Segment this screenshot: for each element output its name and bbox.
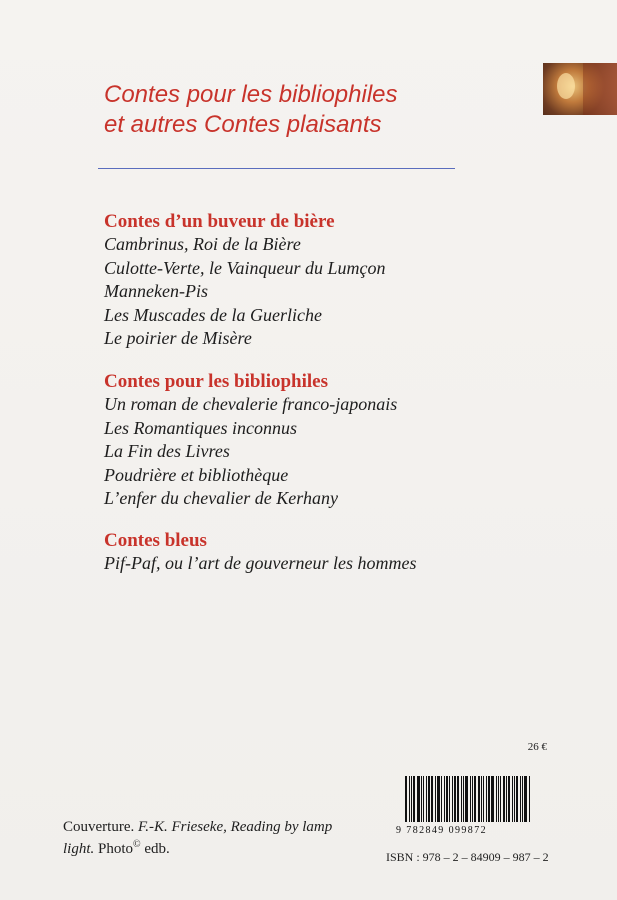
cover-painting-thumbnail bbox=[543, 63, 617, 115]
barcode-bar bbox=[506, 776, 507, 822]
title-divider bbox=[98, 168, 455, 169]
list-item: L’enfer du chevalier de Kerhany bbox=[104, 488, 338, 509]
barcode-bar bbox=[483, 776, 484, 822]
barcode-bar bbox=[449, 776, 450, 822]
barcode-bar bbox=[423, 776, 424, 822]
barcode-bar bbox=[524, 776, 527, 822]
section-buveur-de-biere bbox=[104, 211, 385, 351]
cover-credit bbox=[63, 816, 363, 860]
barcode-bar bbox=[457, 776, 459, 822]
barcode-bar bbox=[431, 776, 433, 822]
credit-prefix: Couverture. bbox=[63, 819, 135, 835]
barcode-bar bbox=[520, 776, 521, 822]
credit-photo: Photo bbox=[98, 841, 134, 857]
list-item: La Fin des Livres bbox=[104, 441, 230, 462]
book-title bbox=[104, 80, 524, 140]
barcode-bar bbox=[421, 776, 422, 822]
section-contes-bleus bbox=[104, 530, 416, 576]
barcode-bar bbox=[472, 776, 473, 822]
barcode-bar bbox=[514, 776, 515, 822]
barcode-bar bbox=[409, 776, 410, 822]
barcode-bar bbox=[413, 776, 415, 822]
barcode-bar bbox=[491, 776, 494, 822]
barcode-bar bbox=[481, 776, 482, 822]
list-item: Manneken-Pis bbox=[104, 281, 208, 302]
price-label: 26 € bbox=[527, 741, 547, 753]
barcode-bar bbox=[454, 776, 456, 822]
list-item: Un roman de chevalerie franco-japonais bbox=[104, 394, 398, 414]
section-bibliophiles bbox=[104, 371, 397, 511]
barcode-bar bbox=[411, 776, 412, 822]
section-title: Contes pour les bibliophiles bbox=[104, 371, 329, 392]
isbn-label: ISBN : 978 – 2 – 84909 – 987 – 2 bbox=[386, 850, 549, 864]
credit-artist: F.-K. Frieseke, bbox=[137, 819, 227, 835]
barcode-bar bbox=[463, 776, 464, 822]
barcode-bar bbox=[486, 776, 487, 822]
barcode-bar bbox=[435, 776, 436, 822]
barcode-bar bbox=[405, 776, 407, 822]
barcode-bar bbox=[452, 776, 453, 822]
barcode-bar bbox=[496, 776, 497, 822]
list-item: Poudrière et bibliothèque bbox=[104, 464, 289, 485]
barcode-bar bbox=[474, 776, 476, 822]
credit-holder: edb. bbox=[144, 841, 170, 857]
list-item: Culotte-Verte, le Vainqueur du Lumçon bbox=[104, 257, 386, 278]
barcode-bar bbox=[428, 776, 430, 822]
barcode-bar bbox=[426, 776, 427, 822]
barcode-bar bbox=[444, 776, 445, 822]
barcode-bar bbox=[441, 776, 442, 822]
barcode-bar bbox=[522, 776, 523, 822]
barcode-bar bbox=[498, 776, 499, 822]
barcode-bar bbox=[500, 776, 501, 822]
title-line-1: Contes pour les bibliophiles bbox=[104, 81, 398, 108]
barcode-bar bbox=[508, 776, 510, 822]
barcode-bar bbox=[465, 776, 468, 822]
barcode-digits: 9 782849 099872 bbox=[396, 825, 487, 836]
title-line-2: et autres Contes plaisants bbox=[104, 111, 382, 138]
list-item: Le poirier de Misère bbox=[104, 328, 252, 349]
barcode bbox=[405, 776, 534, 822]
list-item: Les Muscades de la Guerliche bbox=[104, 304, 322, 325]
section-title: Contes d’un buveur de bière bbox=[104, 211, 335, 232]
barcode-bar bbox=[478, 776, 480, 822]
barcode-bar bbox=[503, 776, 505, 822]
barcode-bar bbox=[470, 776, 471, 822]
credit-work: Reading by lamp light. bbox=[63, 819, 333, 857]
barcode-bar bbox=[516, 776, 518, 822]
barcode-bar bbox=[417, 776, 420, 822]
barcode-bar bbox=[461, 776, 462, 822]
section-title: Contes bleus bbox=[104, 530, 207, 551]
barcode-bar bbox=[437, 776, 440, 822]
list-item: Les Romantiques inconnus bbox=[104, 417, 297, 438]
barcode-bar bbox=[446, 776, 448, 822]
copyright-symbol: © bbox=[133, 839, 141, 850]
barcode-bar bbox=[512, 776, 513, 822]
barcode-bar bbox=[488, 776, 490, 822]
list-item: Cambrinus, Roi de la Bière bbox=[104, 234, 301, 254]
list-item: Pif-Paf, ou l’art de gouverneur les hommes bbox=[104, 553, 417, 573]
barcode-bar bbox=[529, 776, 530, 822]
